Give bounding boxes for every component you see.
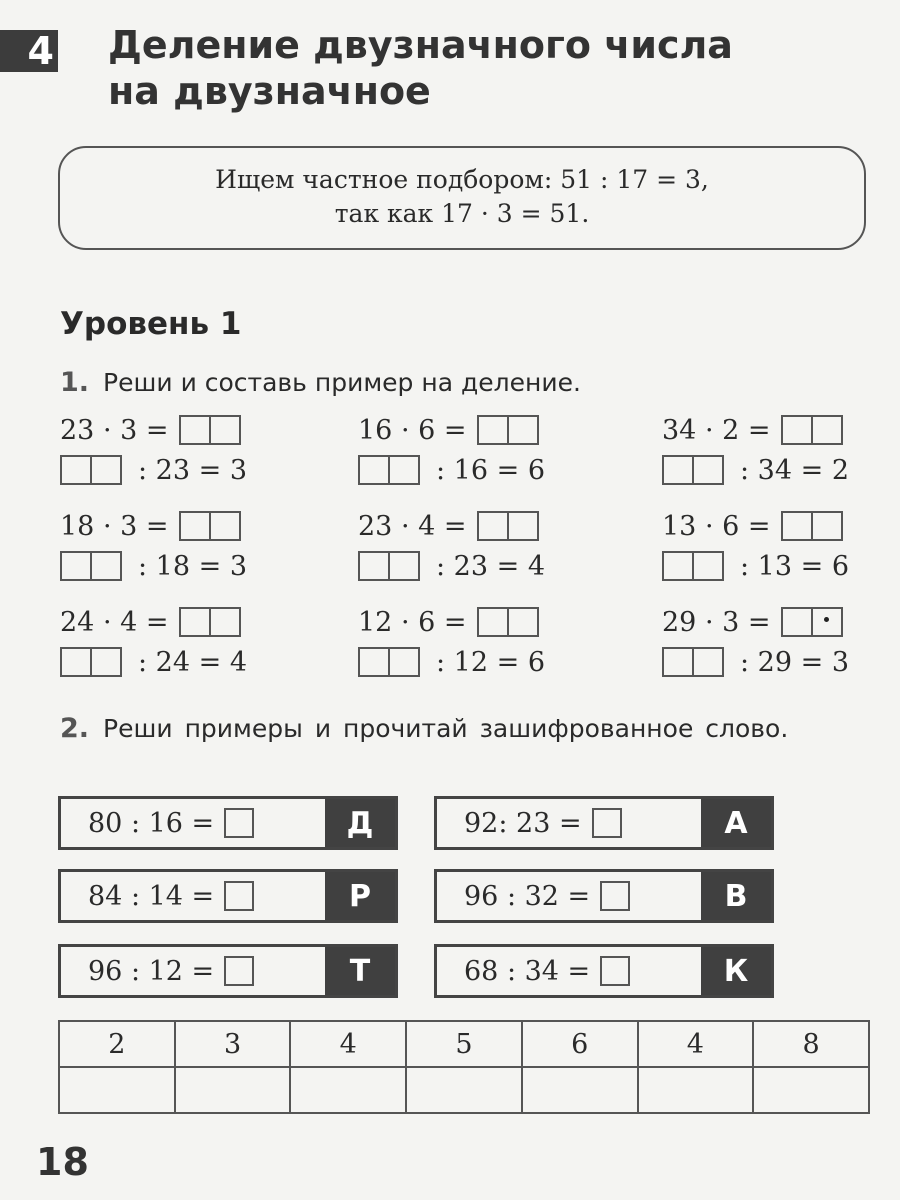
level-title: Уровень 1 — [60, 306, 242, 342]
card-expression — [437, 881, 701, 912]
division-line — [662, 548, 849, 584]
answer-box[interactable] — [358, 455, 420, 485]
answer-letter-cell[interactable] — [753, 1067, 869, 1113]
answer-number-cell: 6 — [522, 1021, 638, 1067]
multiplication-text: 24 · 4 = — [60, 606, 169, 638]
rule-line-2: так как 17 · 3 = 51. — [334, 199, 590, 228]
answer-box[interactable] — [477, 511, 539, 541]
task-text: Реши и составь пример на деление. — [103, 368, 581, 397]
card-expression — [61, 808, 325, 839]
answer-number-cell: 3 — [175, 1021, 291, 1067]
cipher-letter: К — [701, 947, 771, 995]
answer-box[interactable] — [662, 455, 724, 485]
title-line-2: на двузначное — [108, 69, 431, 113]
answer-letter-cell[interactable] — [406, 1067, 522, 1113]
answer-box[interactable] — [781, 511, 843, 541]
answer-number-cell: 5 — [406, 1021, 522, 1067]
answer-box[interactable] — [224, 881, 254, 911]
cipher-card — [58, 944, 398, 998]
answer-box[interactable] — [179, 511, 241, 541]
rule-box — [58, 146, 866, 250]
answer-number-cell: 8 — [753, 1021, 869, 1067]
multiplication-text: 23 · 4 = — [358, 510, 467, 542]
answer-letter-cell[interactable] — [638, 1067, 754, 1113]
cipher-letter: А — [701, 799, 771, 847]
task-number: 1. — [60, 367, 90, 398]
answer-box[interactable] — [224, 956, 254, 986]
answer-box[interactable] — [60, 647, 122, 677]
answer-letter-cell[interactable] — [522, 1067, 638, 1113]
answer-numbers-row — [59, 1021, 869, 1067]
division-line — [60, 548, 247, 584]
division-line — [358, 452, 545, 488]
title-line-1: Деление двузначного числа — [108, 23, 733, 67]
card-expression — [61, 881, 325, 912]
answer-box[interactable] — [781, 607, 843, 637]
division-text: : 23 = 4 — [436, 550, 546, 582]
division-text: : 12 = 6 — [436, 646, 546, 678]
answer-box[interactable] — [592, 808, 622, 838]
chapter-number-badge: 4 — [0, 30, 58, 72]
answer-box[interactable] — [781, 415, 843, 445]
multiplication-text: 29 · 3 = — [662, 606, 771, 638]
task-2-heading — [60, 712, 870, 746]
cipher-card — [58, 796, 398, 850]
cipher-card — [58, 869, 398, 923]
pencil-mark — [824, 617, 829, 622]
multiplication-text: 18 · 3 = — [60, 510, 169, 542]
multiplication-text: 16 · 6 = — [358, 414, 467, 446]
division-text: : 16 = 6 — [436, 454, 546, 486]
cipher-letter: Р — [325, 872, 395, 920]
multiplication-line — [358, 412, 539, 448]
task-1-heading — [60, 366, 581, 400]
division-line — [60, 452, 247, 488]
answer-box[interactable] — [179, 415, 241, 445]
cipher-letter: Т — [325, 947, 395, 995]
cipher-card — [434, 869, 774, 923]
multiplication-text: 23 · 3 = — [60, 414, 169, 446]
multiplication-line — [60, 604, 241, 640]
multiplication-line — [662, 412, 843, 448]
expression-text: 92: 23 = — [464, 807, 582, 839]
task-number: 2. — [60, 713, 90, 744]
answer-box[interactable] — [60, 551, 122, 581]
division-line — [358, 644, 545, 680]
answer-box[interactable] — [477, 415, 539, 445]
answer-number-cell: 2 — [59, 1021, 175, 1067]
card-expression — [437, 956, 701, 987]
answer-box[interactable] — [224, 808, 254, 838]
division-text: : 18 = 3 — [138, 550, 248, 582]
division-text: : 24 = 4 — [138, 646, 248, 678]
multiplication-line — [60, 508, 241, 544]
multiplication-text: 12 · 6 = — [358, 606, 467, 638]
answer-box[interactable] — [358, 647, 420, 677]
answer-table — [58, 1020, 870, 1114]
multiplication-text: 13 · 6 = — [662, 510, 771, 542]
answer-box[interactable] — [600, 956, 630, 986]
multiplication-line — [662, 508, 843, 544]
division-line — [662, 452, 849, 488]
answer-box[interactable] — [662, 647, 724, 677]
page-number: 18 — [36, 1140, 89, 1184]
multiplication-text: 34 · 2 = — [662, 414, 771, 446]
multiplication-line — [60, 412, 241, 448]
answer-number-cell: 4 — [290, 1021, 406, 1067]
division-line — [60, 644, 247, 680]
card-expression — [61, 956, 325, 987]
multiplication-line — [358, 604, 539, 640]
answer-box[interactable] — [662, 551, 724, 581]
cipher-letter: В — [701, 872, 771, 920]
cipher-card — [434, 796, 774, 850]
answer-box[interactable] — [179, 607, 241, 637]
rule-line-1: Ищем частное подбором: 51 : 17 = 3, — [215, 165, 709, 194]
answer-letter-cell[interactable] — [175, 1067, 291, 1113]
answer-letters-row — [59, 1067, 869, 1113]
multiplication-line — [358, 508, 539, 544]
division-text: : 34 = 2 — [740, 454, 850, 486]
task-text: Реши примеры и прочитай зашифрованное слово. — [103, 714, 789, 743]
cipher-letter: Д — [325, 799, 395, 847]
expression-text: 68 : 34 = — [464, 955, 591, 987]
answer-box[interactable] — [477, 607, 539, 637]
cipher-card — [434, 944, 774, 998]
expression-text: 84 : 14 = — [88, 880, 215, 912]
expression-text: 80 : 16 = — [88, 807, 215, 839]
answer-box[interactable] — [358, 551, 420, 581]
expression-text: 96 : 12 = — [88, 955, 215, 987]
answer-box[interactable] — [60, 455, 122, 485]
expression-text: 96 : 32 = — [464, 880, 591, 912]
multiplication-line — [662, 604, 843, 640]
division-line — [662, 644, 849, 680]
division-text: : 13 = 6 — [740, 550, 850, 582]
answer-letter-cell[interactable] — [59, 1067, 175, 1113]
division-text: : 29 = 3 — [740, 646, 850, 678]
answer-number-cell: 4 — [638, 1021, 754, 1067]
page-title — [108, 22, 733, 114]
answer-box[interactable] — [600, 881, 630, 911]
division-text: : 23 = 3 — [138, 454, 248, 486]
division-line — [358, 548, 545, 584]
answer-letter-cell[interactable] — [290, 1067, 406, 1113]
card-expression — [437, 808, 701, 839]
